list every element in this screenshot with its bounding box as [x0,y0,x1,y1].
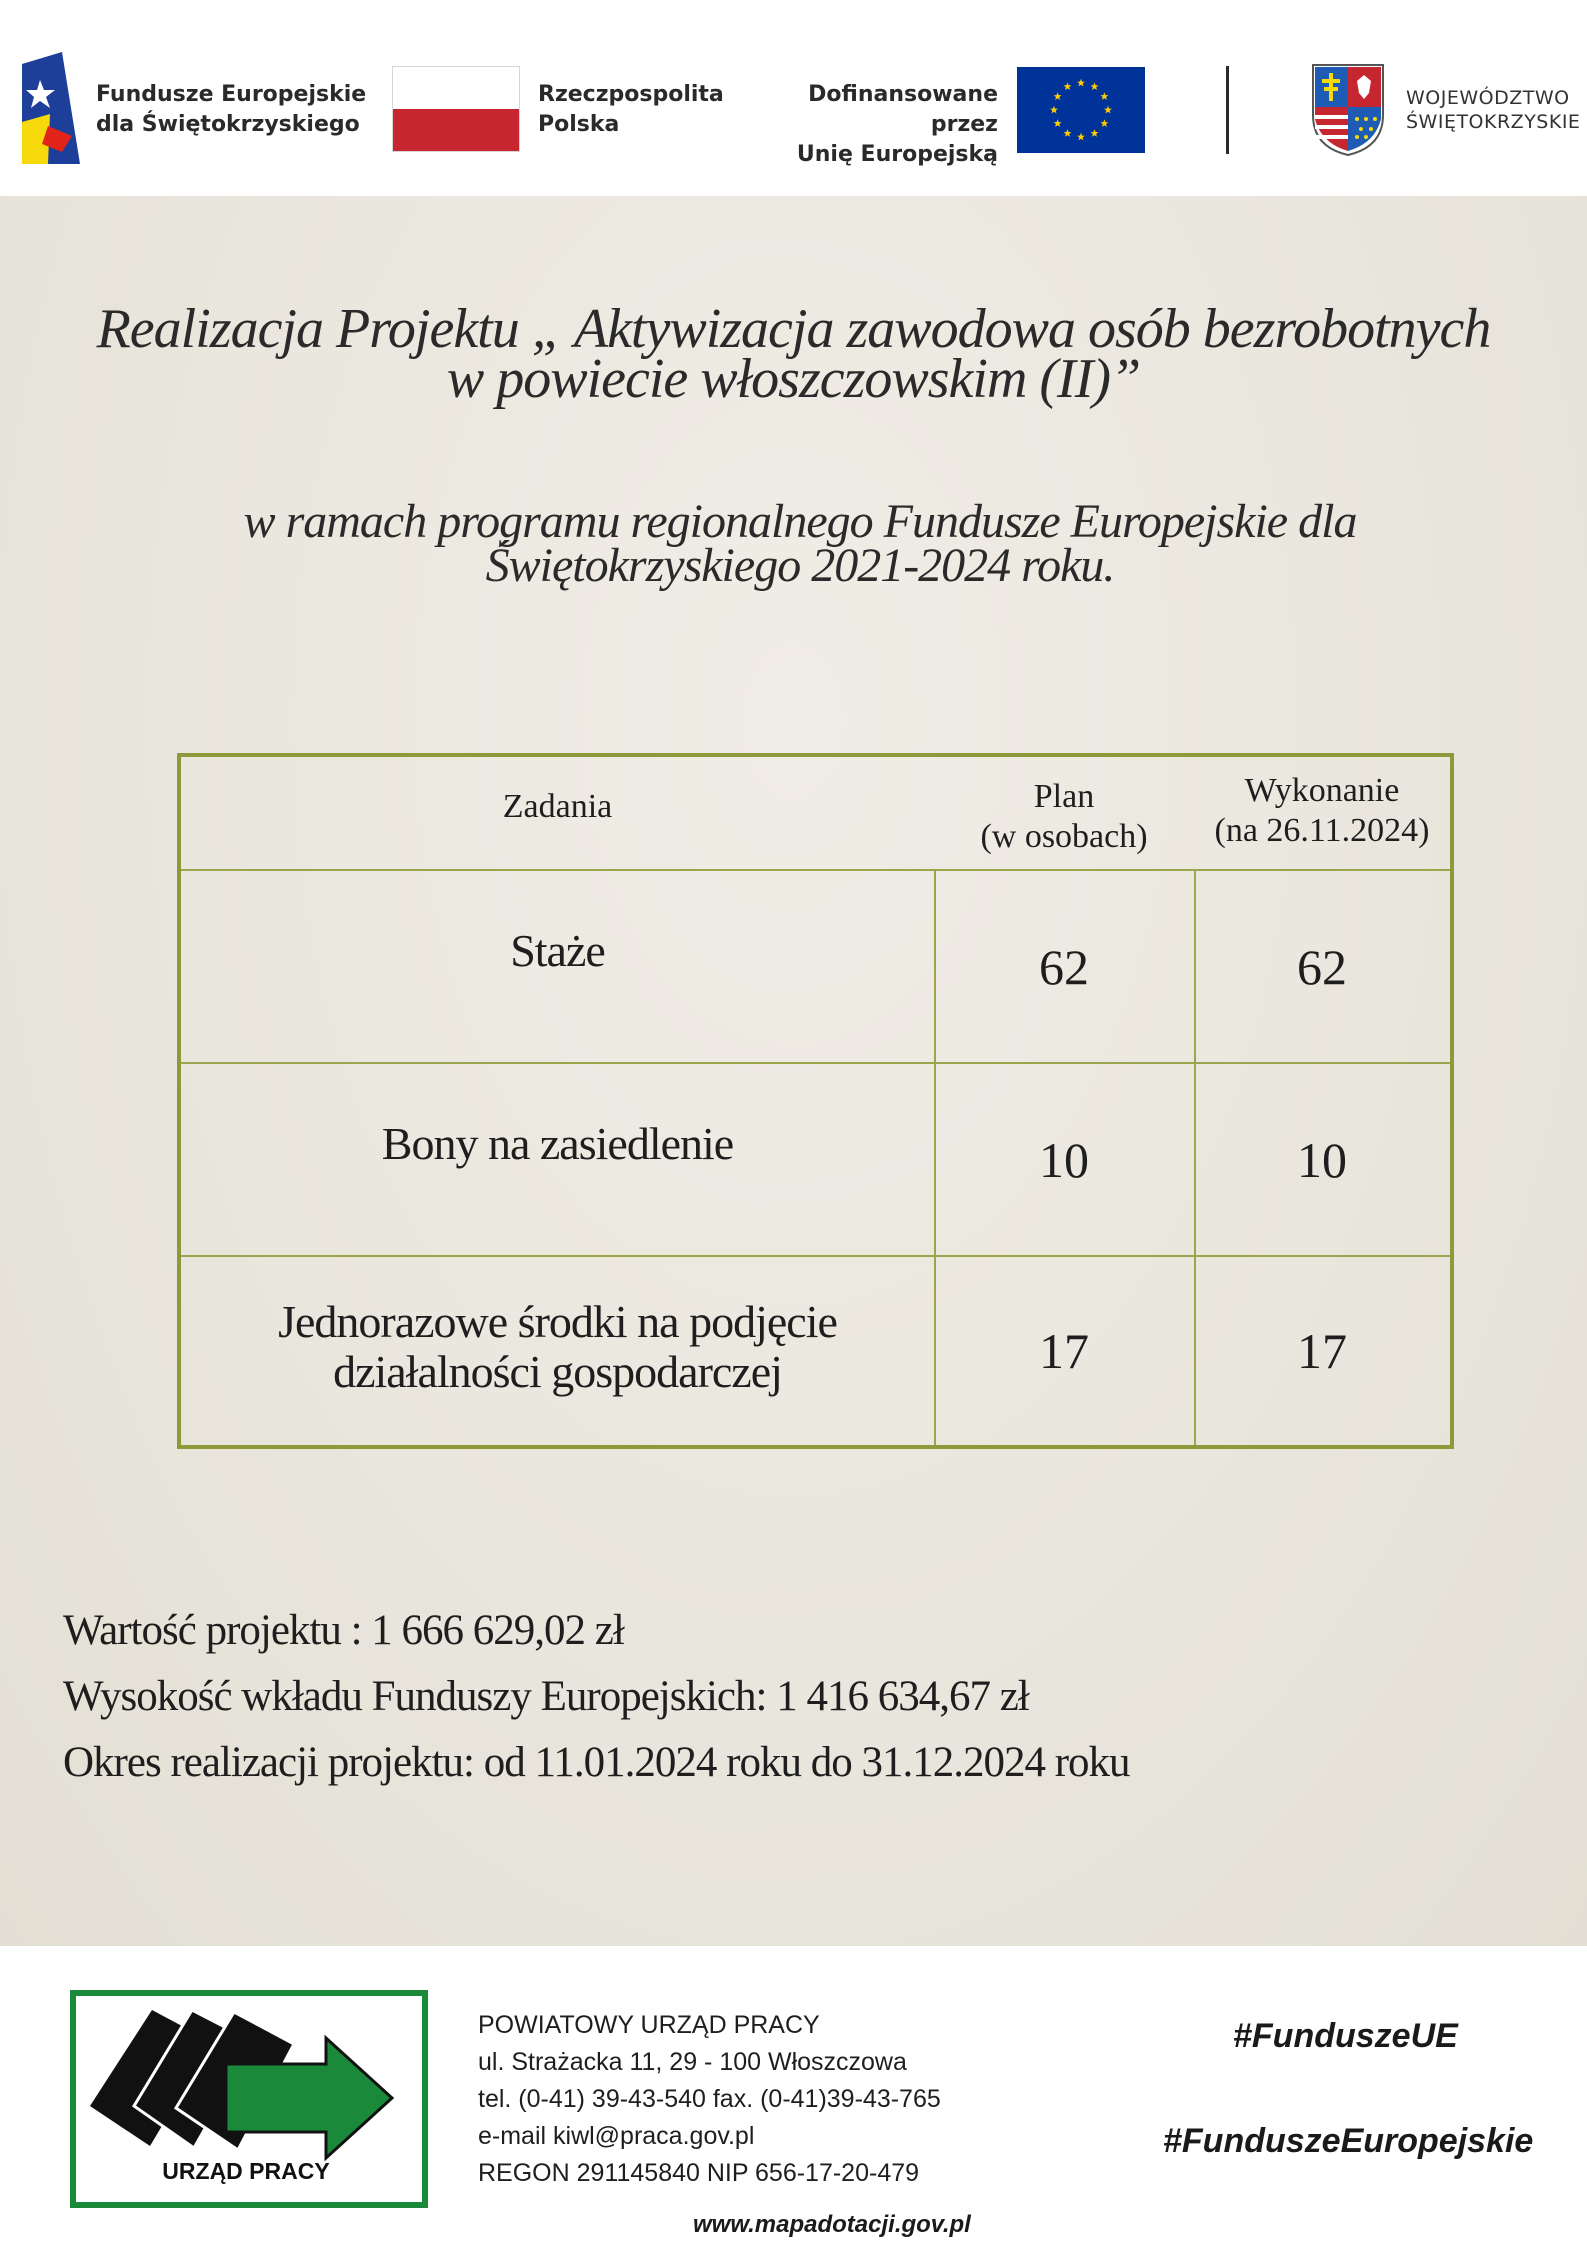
plan-value: 62 [1039,938,1089,995]
task-label-line-2: działalności gospodarczej [333,1346,782,1397]
table-row-task [181,1257,934,1437]
task-label-line-1: Jednorazowe środki na podjęcie [278,1296,837,1347]
done-value: 17 [1297,1323,1347,1379]
eu-contribution: Wysokość wkładu Funduszy Europejskich: 1 416 634,67 zł [63,1673,1029,1720]
table-row-task [181,871,934,1031]
fe-logo-line-1: Fundusze Europejskie [96,82,367,107]
eu-line-2: Unię Europejską [796,142,998,167]
office-phone: tel. (0-41) 39-43-540 fax. (0-41)39-43-765 [478,2085,941,2113]
table-row-task [181,1064,934,1224]
table-cell-done [1194,1257,1450,1445]
header-plan [934,767,1194,867]
region-text [1406,86,1580,134]
office-address: ul. Strażacka 11, 29 - 100 Włoszczowa [478,2048,907,2076]
subtitle-line-1: w ramach programu regionalnego Fundusze Europejskie dla [243,495,1357,548]
urzad-pracy-logo-label: URZĄD PRACY [162,2158,330,2184]
task-label: Staże [510,925,605,976]
eu-flag-icon [1017,67,1145,153]
hashtag-fundusze-europejskie: #FunduszeEuropejskie [1163,2122,1534,2160]
header-task [181,757,934,857]
header-plan-line-2: (w osobach) [980,818,1148,855]
header-task-label: Zadania [502,788,613,825]
fundusze-europejskie-logo [22,52,80,164]
subtitle-line-2: Świętokrzyskiego 2021-2024 roku. [485,539,1115,592]
logo-bar [0,0,1587,196]
done-value: 10 [1297,1131,1347,1188]
tasks-table [177,753,1454,1449]
plan-value: 17 [1039,1323,1089,1379]
fe-logo-text [96,80,366,140]
table-cell-done [1194,1064,1450,1255]
plan-value: 10 [1039,1131,1089,1188]
header-done [1194,761,1450,861]
header-plan-line-1: Plan [1033,778,1095,815]
page-subtitle [0,495,1587,592]
project-period: Okres realizacji projektu: od 11.01.2024 roku do 31.12.2024 roku [63,1739,1130,1786]
region-line-1: WOJEWÓDZTWO [1406,87,1570,109]
region-line-2: ŚWIĘTOKRZYSKIE [1406,111,1581,133]
fe-logo-line-2: dla Świętokrzyskiego [96,112,360,137]
rp-text [538,80,724,140]
rp-line-1: Rzeczpospolita [538,82,724,107]
swietokrzyskie-crest-icon [1311,63,1385,157]
urzad-pracy-logo [70,1990,428,2208]
page-title [0,298,1587,410]
table-cell-done [1194,871,1450,1062]
project-value: Wartość projektu : 1 666 629,02 zł [63,1607,624,1654]
office-contact [478,2007,941,2192]
title-line-2: w powiecie włoszczowskim (II)” [446,348,1141,410]
table-cell-plan [934,1257,1194,1445]
rp-line-2: Polska [538,112,620,137]
office-regon-nip: REGON 291145840 NIP 656-17-20-479 [478,2159,920,2187]
task-label: Bony na zasiedlenie [381,1118,734,1169]
hashtag-fundusze-ue: #FunduszeUE [1233,2017,1458,2055]
office-email: e-mail kiwl@praca.gov.pl [478,2122,755,2150]
polish-flag-icon [392,66,520,152]
header-done-line-2: (na 26.11.2024) [1214,812,1430,849]
website-link[interactable]: www.mapadotacji.gov.pl [693,2211,971,2238]
separator [1226,66,1229,154]
eu-line-1: Dofinansowane przez [808,82,998,137]
urzad-pracy-logo-graphic [76,1996,422,2202]
title-line-1: Realizacja Projektu „ Aktywizacja zawodowa osób bezrobotnych [96,298,1491,360]
table-cell-plan [934,871,1194,1062]
header-done-line-1: Wykonanie [1244,772,1400,809]
done-value: 62 [1297,938,1347,995]
eu-funding-text [740,80,998,170]
table-cell-plan [934,1064,1194,1255]
office-name: POWIATOWY URZĄD PRACY [478,2011,820,2039]
